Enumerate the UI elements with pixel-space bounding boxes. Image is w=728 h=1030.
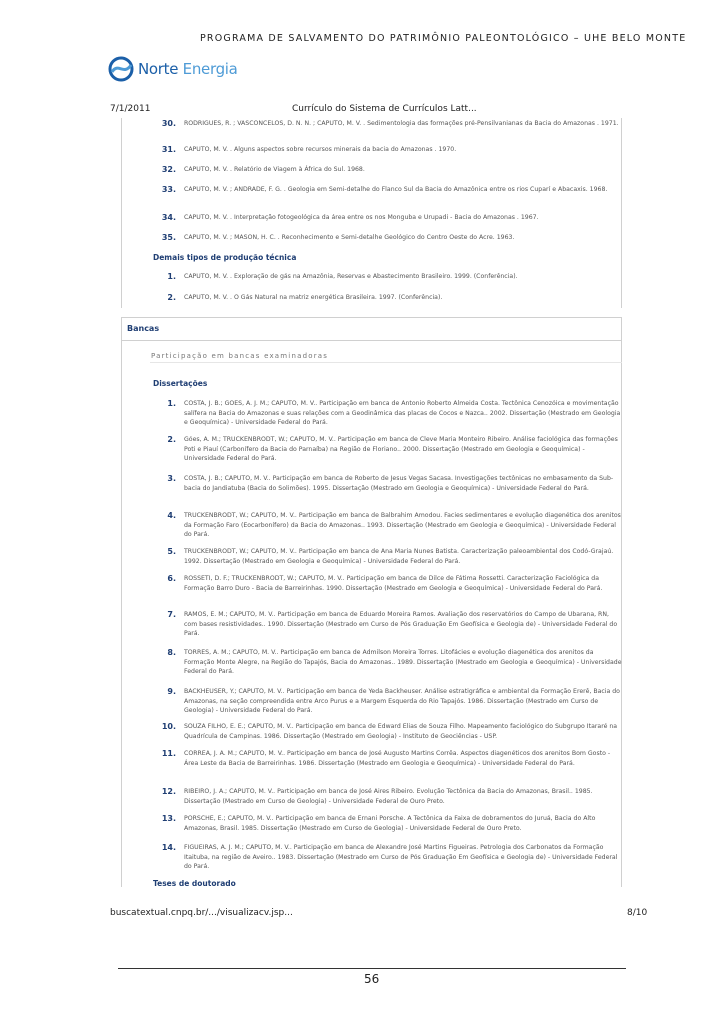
list-item [152,145,622,155]
print-footer-page: 8/10 [627,908,648,918]
list-item [152,610,622,639]
section-title-dissertacoes: Dissertações [153,379,208,388]
item-number: 3. [167,474,176,483]
item-number: 10. [161,722,176,731]
item-text: TRUCKENBRODT, W.; CAPUTO, M. V.. Participação em banca de Balbrahim Amodou. Facies sedimentares e evolução diagenética dos arenitos da Formação Faro (Eocarbonífero) da Bacia do Amazonas.. 1993. Dissertação (Mestrado em Geologia e Geoquímica) - Universidade Federal do Pará. [184,512,621,539]
item-number: 9. [167,687,176,696]
print-footer-url: buscatextual.cnpq.br/.../visualizacv.jsp... [110,908,293,918]
list-item [152,213,622,223]
list-item [152,814,622,833]
list-item [152,511,622,540]
list-item [152,474,622,493]
item-text: CAPUTO, M. V. ; ANDRADE, F. G. . Geologia em Semi-detalhe do Flanco Sul da Bacia do Amazônica entre os rios Cuparí e Abacaxis. 1968. [184,186,608,193]
item-number: 14. [161,843,176,852]
item-number: 11. [161,749,176,758]
item-number: 1. [167,272,176,281]
logo-word-energia: Energia [182,60,238,78]
item-number: 34. [161,213,176,222]
item-number: 30. [161,119,176,128]
item-text: Góes, A. M.; TRUCKENBRODT, W.; CAPUTO, M. V.. Participação em banca de Cleve Maria Monteiro Ribeiro. Análise faciológica das formações Poti e Piauí (Carbonífero da Bacia do Parnaíba) na Região de Floriano.. 2000. Dissertação (Mestrado em Geologia e Geoquímica) - Universidade Federal do Pará. [184,436,618,463]
item-number: 8. [167,648,176,657]
item-text: TRUCKENBRODT, W.; CAPUTO, M. V.. Participação em banca de Ana Maria Nunes Batista. Caracterização paleoambiental dos Codó-Grajaú. 1992. Dissertação (Mestrado em Geologia e Geoquímica) - Universidade Federal do Pará. [184,548,614,565]
subsection-divider [150,362,622,363]
item-text: CORREA, J. A. M.; CAPUTO, M. V.. Participação em banca de José Augusto Martins Corrêa. Aspectos diagenéticos dos arenitos Bom Gosto - Área Leste da Bacia de Barreirinhas. 1986. Dissertação (Mestrado em Geologia e Geoquímica) - Universidade Federal do Pará. [184,750,611,767]
item-number: 33. [161,185,176,194]
item-number: 5. [167,547,176,556]
list-item [152,687,622,716]
frame-left-top [121,118,122,308]
item-number: 12. [161,787,176,796]
list-item [152,272,622,282]
section-divider [121,340,622,341]
print-date: 7/1/2011 [110,104,151,114]
item-text: CAPUTO, M. V. . Exploração de gás na Amazônia, Reservas e Abastecimento Brasileiro. 1999. (Conferência). [184,273,518,280]
item-text: PORSCHE, E.; CAPUTO, M. V.. Participação em banca de Ernani Porsche. A Tectônica da Faixa de dobramentos do Juruá, Bacia do Alto Amazonas, Brasil. 1985. Dissertação (Mestrado em Curso de Geologia) - Universidade Federal de Ouro Preto. [184,815,596,832]
item-text: RODRIGUES, R. ; VASCONCELOS, D. N. N. ; CAPUTO, M. V. . Sedimentologia das formações pré-Pensilvanianas da Bacia do Amazonas . 1971. [184,120,619,127]
item-text: FIGUEIRAS, A. J. M.; CAPUTO, M. V.. Participação em banca de Alexandre José Martins Figueiras. Petrologia dos Carbonatos da Formação Itaituba, na região de Aveiro.. 1983. Dissertação (Mestrado em Curso de Pós Graduação Em Geofísica e Geologia de) - Universidade Federal do Pará. [184,844,618,871]
item-text: COSTA, J. B.; GOES, A. J. M.; CAPUTO, M. V.. Participação em banca de Antonio Roberto Almeida Costa. Tectônica Cenozóica e movimentação salífera na Bacia do Amazonas e suas relações com a Geodinâmica das placas de Cocos e Nazca.. 2002. Dissertação (Mestrado em Geologia e Geoquímica) - Universidade Federal do Pará. [184,400,621,427]
item-text: CAPUTO, M. V. . Alguns aspectos sobre recursos minerais da bacia do Amazonas . 1970. [184,146,457,153]
logo-text [138,60,238,78]
section-title-bancas: Bancas [127,324,160,333]
section-title-teses: Teses de doutorado [153,879,236,888]
item-text: COSTA, J. B.; CAPUTO, M. V.. Participação em banca de Roberto de Jesus Vegas Sacasa. Investigações tectônicas no embasamento da Sub-bacia do Jandiatuba (Bacia do Solimões). 1995. Dissertação (Mestrado em Geologia e Geoquímica) - Universidade Federal do Pará. [184,475,614,492]
list-item [152,119,622,129]
item-text: CAPUTO, M. V. . Interpretação fotogeológica da área entre os nos Monguba e Urupadi - Bacia do Amazonas . 1967. [184,214,539,221]
list-item [152,648,622,677]
item-text: SOUZA FILHO, E. E.; CAPUTO, M. V.. Participação em banca de Edward Elias de Souza Filho. Mapeamento faciológico do Subgrupo Itararé na Quadrícula de Campinas. 1986. Dissertação (Mestrado em Geologia) - Instituto de Geociências - USP. [184,723,618,740]
list-item [152,574,622,593]
item-text: RAMOS, E. M.; CAPUTO, M. V.. Participação em banca de Eduardo Moreira Ramos. Avaliação dos reservatórios do Campo de Ubarana, RN, com bases resistividades.. 1990. Dissertação (Mestrado em Curso de Pós Graduação Em Geofísica e Geologia de) - Universidade Federal do Pará. [184,611,618,638]
list-item [152,233,622,243]
page-footer-rule [118,968,626,969]
item-number: 32. [161,165,176,174]
item-number: 31. [161,145,176,154]
list-item [152,722,622,741]
print-title: Currículo do Sistema de Currículos Latt... [292,104,477,114]
item-text: CAPUTO, M. V. . O Gás Natural na matriz energética Brasileira. 1997. (Conferência). [184,294,443,301]
list-item [152,293,622,303]
item-text: CAPUTO, M. V. . Relatório de Viagem à África do Sul. 1968. [184,166,365,173]
list-item [152,185,622,195]
list-item [152,435,622,464]
list-item [152,165,622,175]
list-item [152,787,622,806]
subsection-title: Participação em bancas examinadoras [151,352,329,360]
item-number: 6. [167,574,176,583]
logo-word-norte: Norte [138,60,179,78]
section-title-demais: Demais tipos de produção técnica [153,253,297,262]
frame-left [121,317,122,887]
document-header: PROGRAMA DE SALVAMENTO DO PATRIMÔNIO PALEONTOLÓGICO – UHE BELO MONTE [200,33,687,44]
item-text: TORRES, A. M.; CAPUTO, M. V.. Participação em banca de Admilson Moreira Torres. Litofácies e evolução diagenética dos arenitos da Formação Monte Alegre, na Região do Tapajós, Bacia do Amazonas.. 1989. Dissertação (Mestrado em Geologia e Geoquímica) - Universidade Federal do Pará. [184,649,622,676]
norte-energia-logo [108,54,238,84]
page-number: 56 [364,972,380,986]
item-number: 4. [167,511,176,520]
item-number: 2. [167,293,176,302]
section-divider [121,317,622,318]
item-text: RIBEIRO, J. A.; CAPUTO, M. V.. Participação em banca de José Aires Ribeiro. Evolução Tectônica da Bacia do Amazonas, Brasil.. 1985. Dissertação (Mestrado em Curso de Geologia) - Universidade Federal de Ouro Preto. [184,788,593,805]
norte-energia-logo-icon [108,56,134,82]
item-number: 7. [167,610,176,619]
item-number: 35. [161,233,176,242]
item-text: CAPUTO, M. V. ; MASON, H. C. . Reconhecimento e Semi-detalhe Geológico do Centro Oeste do Acre. 1963. [184,234,515,241]
item-text: ROSSETI, D. F.; TRUCKENBRODT, W.; CAPUTO, M. V.. Participação em banca de Dilce de Fátima Rossetti. Caracterização Faciológica da Formação Barro Duro - Bacia de Barreirinhas. 1990. Dissertação (Mestrado em Geologia e Geoquímica) - Universidade Federal do Pará. [184,575,603,592]
item-number: 1. [167,399,176,408]
item-text: BACKHEUSER, Y.; CAPUTO, M. V.. Participação em banca de Yeda Backheuser. Análise estratigráfica e ambiental da Formação Ererê, Bacia do Amazonas, na seção compreendida entre Arco Purus e a Margem Esquerda do Rio Tapajós. 1986. Dissertação (Mestrado em Curso de Geologia) - Universidade Federal do Pará. [184,688,620,715]
list-item [152,749,622,768]
item-number: 13. [161,814,176,823]
list-item [152,399,622,428]
list-item [152,547,622,566]
list-item [152,843,622,872]
item-number: 2. [167,435,176,444]
